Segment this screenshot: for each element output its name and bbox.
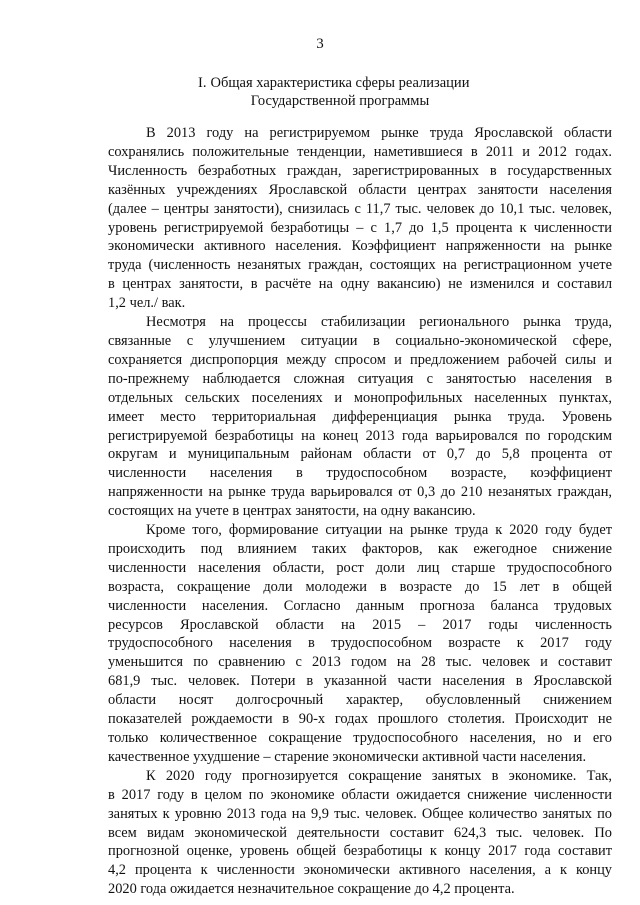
text-line: всем видам экономической деятельности составит 624,3 тыс. человек. По — [108, 824, 612, 841]
paragraph — [108, 313, 612, 521]
text-line: отдельных сельских поселениях и монопрофильных населенных пунктах, — [108, 389, 612, 406]
text-line: возраста, сокращение доли молодежи в возрасте до 15 лет в общей — [108, 578, 612, 595]
section-title-line-2: Государственной программы — [250, 93, 430, 109]
text-line: сохраняется диспропорция между спросом и предложением рабочей силы и — [108, 351, 612, 368]
text-line: по-прежнему наблюдается сложная ситуация с занятостью населения в — [108, 370, 612, 387]
text-line: труда (численность незанятых граждан, состоящих на регистрационном учете — [108, 257, 612, 274]
text-line: качественное ухудшение – старение экономически активной части населения. — [108, 748, 587, 765]
text-line: показателей рождаемости в 90-х годах прошлого столетия. Происходит не — [108, 711, 612, 728]
text-line: экономически активного населения. Коэффициент напряженности на рынке — [108, 238, 612, 255]
page-number: 3 — [316, 36, 324, 52]
text-line: казённых учреждениях Ярославской области центрах занятости населения — [108, 181, 612, 198]
text-line: в центрах занятости, в расчёте на одну вакансию) не изменился и составил — [108, 276, 612, 293]
text-line: Кроме того, формирование ситуации на рынке труда к 2020 году будет — [146, 522, 612, 539]
text-line: округам и муниципальным районам области от 0,7 до 5,8 процента от — [108, 446, 612, 463]
text-line: состоящих на учете в центрах занятости, на одну вакансию. — [108, 503, 476, 520]
section-number: I. — [198, 75, 207, 91]
text-line: области носят долгосрочный характер, обусловленный снижением — [108, 692, 612, 709]
text-line: 2020 года ожидается незначительное сокращение до 4,2 процента. — [108, 881, 515, 898]
text-line: 1,2 чел./ вак. — [108, 295, 186, 312]
text-line: трудоспособного населения в трудоспособном возрасте к 2017 году — [108, 635, 612, 652]
text-line: численности населения в трудоспособном возрасте, коэффициент — [108, 465, 612, 482]
text-line: происходить под влиянием таких факторов, как ежегодное снижение — [108, 540, 612, 557]
text-line: Численность безработных граждан, зарегистрированных в государственных — [108, 162, 612, 179]
section-title-line-1: Общая характеристика сферы реализации — [210, 75, 470, 91]
text-line: регистрируемой безработицы на конец 2013 года варьировался по городским — [108, 427, 612, 444]
text-line: прогнозной оценке, уровень общей безработицы к концу 2017 года составит — [108, 843, 612, 860]
text-line: уменьшится по сравнению с 2013 годом на 28 тыс. человек и составит — [108, 654, 612, 671]
text-line: в 2017 году в целом по экономике области ожидается снижение численности — [108, 786, 612, 803]
section-heading — [150, 74, 530, 110]
text-line: занятых к уровню 2013 года на 9,9 тыс. человек. Общее количество занятых по — [108, 805, 612, 822]
text-line: К 2020 году прогнозируется сокращение занятых в экономике. Так, — [146, 767, 612, 784]
text-line: Несмотря на процессы стабилизации регионального рынка труда, — [146, 314, 612, 331]
text-line: (далее – центры занятости), снизилась с 11,7 тыс. человек до 10,1 тыс. человек, — [108, 200, 612, 217]
paragraph — [108, 124, 612, 313]
text-line: только количественное сокращение трудоспособного населения, но и его — [108, 730, 612, 746]
text-line: уровень регистрируемой безработицы – с 1,7 до 1,5 процента к численности — [108, 219, 612, 236]
text-line: связанные с улучшением ситуации в социально-экономической сфере, — [108, 332, 612, 349]
text-line: 681,9 тыс. человек. Потери в указанной части населения в Ярославской — [108, 673, 612, 690]
paragraph — [108, 521, 612, 767]
text-line: напряженности на рынке труда варьировался от 0,3 до 210 незанятых граждан, — [108, 484, 612, 501]
body-text — [108, 124, 612, 899]
text-line: 4,2 процента к численности экономически активного населения, а к концу — [108, 862, 612, 879]
paragraph — [108, 767, 612, 899]
text-line: В 2013 году на регистрируемом рынке труда Ярославской области — [146, 125, 612, 141]
text-line: численности населения области, рост доли лиц старше трудоспособного — [108, 559, 612, 576]
text-line: ресурсов Ярославской области на 2015 – 2017 годы численность — [108, 616, 612, 633]
text-line: численности населения. Согласно данным прогноза баланса трудовых — [108, 597, 612, 614]
text-line: имеет место территориальная дифференциация рынка труда. Уровень — [108, 408, 612, 425]
text-line: сохранялись положительные тенденции, наметившиеся в 2011 и 2012 годах. — [108, 143, 612, 160]
